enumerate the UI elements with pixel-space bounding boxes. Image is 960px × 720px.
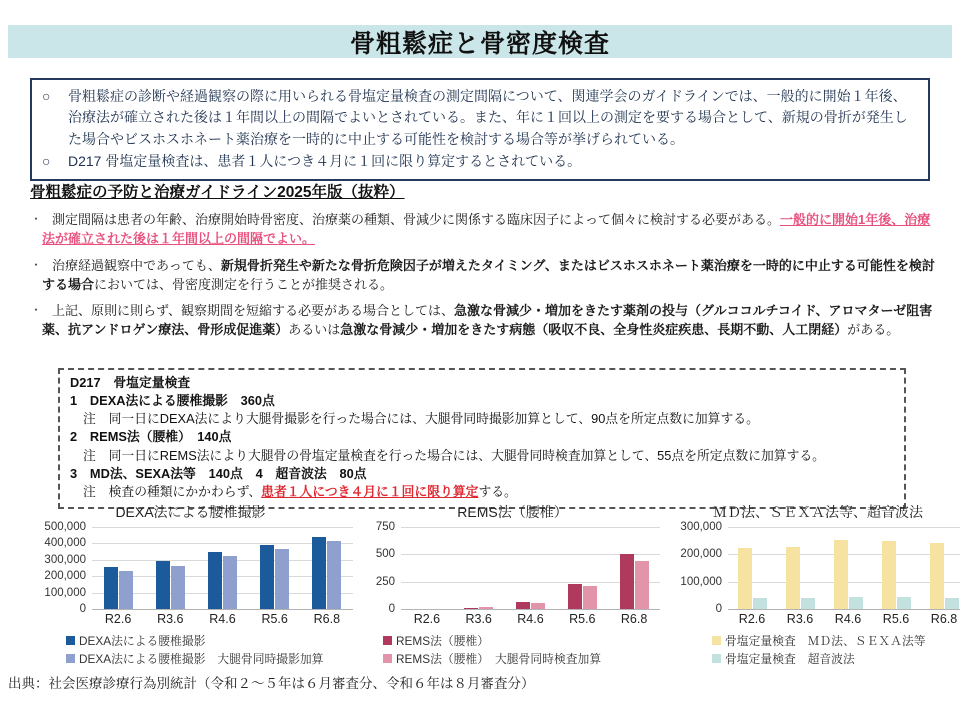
source-citation: 出典：社会医療診療行為別統計（令和２～５年は６月審査分、令和６年は８月審査分） <box>8 676 535 691</box>
legend-swatch-icon <box>66 636 75 645</box>
gridline <box>728 609 960 610</box>
legend-item <box>66 650 353 667</box>
legend-item <box>66 632 353 649</box>
bar <box>801 598 815 609</box>
y-tick-label: 400,000 <box>44 537 86 550</box>
y-tick-label: 200,000 <box>680 548 722 561</box>
y-tick-label: 300,000 <box>680 521 722 533</box>
bar-group <box>881 527 911 609</box>
bar <box>568 584 582 609</box>
x-tick-label: R2.6 <box>738 612 766 626</box>
chart-legend <box>365 632 660 667</box>
summary-item <box>42 151 918 172</box>
x-tick-label: R4.6 <box>209 612 236 626</box>
x-tick-label: R5.6 <box>569 612 596 626</box>
bar-group <box>567 527 597 609</box>
bar <box>516 602 530 609</box>
bar <box>882 541 896 609</box>
bar-group <box>464 527 494 609</box>
text-segment: 新規骨折発生や新たな骨折危険因子が増えたタイミング、またはビスホスホネート薬治療を一時的に中止する可能性を検討する場合 <box>42 257 935 292</box>
legend-item <box>712 650 960 667</box>
bar <box>223 556 237 609</box>
legend-item <box>712 632 960 649</box>
chart-md-sexa-ultrasound <box>668 502 960 668</box>
summary-text: D217 骨塩定量検査は、患者１人につき４月に１回に限り算定するとされている。 <box>68 152 582 169</box>
legend-swatch-icon <box>66 654 75 663</box>
y-tick-label: 100,000 <box>44 586 86 599</box>
legend-label: 骨塩定量検査 ＭＤ法、ＳＥＸＡ法等 <box>725 634 926 648</box>
text-segment: 一般的に開始1年後、治療法が確立された後は１年間以上の間隔でよい。 <box>42 212 931 246</box>
bar <box>464 608 478 609</box>
y-tick-label: 300,000 <box>44 553 86 566</box>
legend-swatch-icon <box>712 654 721 663</box>
y-tick-label: 0 <box>715 603 722 615</box>
bar <box>275 549 289 609</box>
text-segment: がある。 <box>847 322 900 338</box>
x-tick-label: R4.6 <box>834 612 862 626</box>
bar-groups <box>92 527 353 609</box>
fee-line <box>70 410 894 428</box>
guideline-bullet-list <box>30 211 936 340</box>
x-tick-label: R5.6 <box>261 612 288 626</box>
bar-group <box>260 527 290 609</box>
x-tick-label: R6.8 <box>930 612 958 626</box>
text-segment: 1 DEXA法による腰椎撮影 360点 <box>70 393 275 409</box>
bar-group <box>929 527 959 609</box>
y-axis <box>28 521 92 615</box>
x-tick-label: R6.8 <box>620 612 648 626</box>
bar-group <box>103 527 133 609</box>
text-segment: 注 同一日にDEXA法により大腿骨撮影を行った場合には、大腿骨同時撮影加算として、90点を所定点数に加算する。 <box>83 411 759 427</box>
bullet-marker: ・ <box>30 257 43 272</box>
guideline-bullet <box>30 302 936 340</box>
bar-group <box>412 527 442 609</box>
bar <box>531 603 545 609</box>
gridline <box>92 609 353 610</box>
y-axis <box>668 521 728 615</box>
bar <box>620 554 634 609</box>
text-segment: 治療経過観察中であっても、 <box>52 257 221 273</box>
text-segment: 急激な骨減少・増加をきたす薬剤の投与（グルココルチコイド、アロマターゼ阻害薬、抗アンドロゲン療法、骨形成促進薬） <box>42 303 933 338</box>
chart-title: ＭＤ法、ＳＥＸＡ法等、超音波法 <box>713 504 923 520</box>
guideline-heading: 骨粗鬆症の予防と治療ガイドライン2025年版（抜粋） <box>30 184 405 201</box>
x-tick-label: R5.6 <box>882 612 910 626</box>
bar-group <box>312 527 342 609</box>
y-tick-label: 100,000 <box>680 575 722 588</box>
x-axis <box>728 612 960 626</box>
bullet-marker: ・ <box>30 212 43 226</box>
y-axis <box>365 521 401 615</box>
bullet-text <box>42 257 936 295</box>
text-segment: 3 MD法、SEXA法等 140点 4 超音波法 80点 <box>70 465 367 481</box>
text-segment: あるいは <box>288 322 341 338</box>
fee-line <box>70 428 894 446</box>
summary-item <box>42 86 918 150</box>
legend-label: REMS法（腰椎） 大腿骨同時検査加算 <box>396 652 602 666</box>
x-tick-label: R2.6 <box>413 612 441 626</box>
bar-groups <box>401 527 660 609</box>
legend-swatch-icon <box>383 654 392 663</box>
x-tick-label: R3.6 <box>157 612 184 626</box>
bar <box>312 537 326 609</box>
guideline-bullet <box>30 257 936 295</box>
chart-title: REMS法（腰椎） <box>457 504 568 520</box>
legend-item <box>383 650 660 667</box>
chart-legend <box>668 632 960 667</box>
page-title: 骨粗鬆症と骨密度検査 <box>349 29 610 58</box>
text-segment: 測定間隔は患者の年齢、治療開始時骨密度、治療薬の種類、骨減少に関係する臨床因子によって個々に検討する必要がある。 <box>52 212 781 227</box>
legend-label: 骨塩定量検査 超音波法 <box>725 652 855 666</box>
plot-area <box>401 527 660 609</box>
fee-line <box>70 447 894 465</box>
legend-swatch-icon <box>383 636 392 645</box>
bar <box>156 561 170 609</box>
bullet-marker: ・ <box>30 303 43 318</box>
bar-group <box>515 527 545 609</box>
bar-group <box>619 527 649 609</box>
text-segment: 注 検査の種類にかかわらず、 <box>83 483 262 499</box>
bar-group <box>785 527 815 609</box>
bar <box>583 586 597 610</box>
fee-line <box>70 392 894 410</box>
bar <box>786 547 800 609</box>
fee-line <box>70 465 894 483</box>
chart-rems <box>365 502 660 668</box>
x-axis <box>401 612 660 626</box>
bar-group <box>155 527 185 609</box>
bar <box>104 567 118 609</box>
bar <box>635 561 649 609</box>
fee-schedule-box <box>58 368 906 509</box>
bar <box>327 541 341 609</box>
x-tick-label: R6.8 <box>313 612 341 626</box>
guideline-section <box>30 180 936 348</box>
x-axis <box>92 612 353 626</box>
bar <box>945 598 959 609</box>
gridline <box>401 609 660 610</box>
bar <box>260 545 274 609</box>
bar <box>208 552 222 609</box>
y-tick-label: 250 <box>375 575 395 588</box>
bar <box>897 597 911 609</box>
circle-marker: ○ <box>42 152 51 169</box>
plot-area <box>92 527 353 609</box>
legend-label: DEXA法による腰椎撮影 大腿骨同時撮影加算 <box>79 652 324 666</box>
chart-legend <box>28 632 353 667</box>
x-tick-label: R4.6 <box>517 612 544 626</box>
bar <box>930 543 944 609</box>
bullet-text <box>42 211 936 249</box>
bar <box>119 571 133 609</box>
text-segment: 患者１人につき４月に１回に限り算定 <box>261 483 479 499</box>
bar <box>479 607 493 609</box>
plot-area <box>728 527 960 609</box>
summary-box <box>30 78 930 181</box>
legend-swatch-icon <box>712 636 721 645</box>
y-tick-label: 0 <box>388 603 395 615</box>
bar-group <box>737 527 767 609</box>
text-segment: 注 同一日にREMS法により大腿骨の骨塩定量検査を行った場合には、大腿骨同時検査加算として、55点を所定点数に加算する。 <box>83 447 825 463</box>
fee-line <box>70 374 894 392</box>
y-tick-label: 500,000 <box>44 521 86 533</box>
y-tick-label: 0 <box>79 603 86 615</box>
bar-group <box>207 527 237 609</box>
charts-row <box>28 502 956 668</box>
guideline-bullet <box>30 211 936 249</box>
page-title-band <box>8 25 952 58</box>
summary-text: 骨粗鬆症の診断や経過観察の際に用いられる骨塩定量検査の測定間隔について、関連学会のガイドラインでは、一般的に開始１年後、治療法が確立された後は１年間以上の間隔でよいとされている。また、年に１回以上の測定を要する場合として、新規の骨折が発生した場合やビスホスホネート薬治療を一時的に中止する可能性を検討する場合等が挙げられている。 <box>68 88 908 147</box>
bar <box>753 598 767 609</box>
bar <box>738 548 752 610</box>
x-tick-label: R3.6 <box>465 612 492 626</box>
legend-label: REMS法（腰椎） <box>396 634 490 648</box>
bar-groups <box>728 527 960 609</box>
x-tick-label: R3.6 <box>786 612 814 626</box>
bar <box>834 540 848 609</box>
text-segment: 上記、原則に則らず、観察期間を短縮する必要がある場合としては、 <box>52 303 454 319</box>
circle-marker: ○ <box>42 88 51 104</box>
text-segment: する。 <box>478 483 517 499</box>
legend-label: DEXA法による腰椎撮影 <box>79 634 206 648</box>
y-tick-label: 200,000 <box>44 570 86 583</box>
fee-line <box>70 483 894 501</box>
chart-title: DEXA法による腰椎撮影 <box>115 504 266 520</box>
text-segment: 急激な骨減少・増加をきたす病態（吸収不良、全身性炎症疾患、長期不動、人工閉経） <box>340 322 848 338</box>
bar <box>171 566 185 609</box>
text-segment: 2 REMS法（腰椎） 140点 <box>70 429 232 445</box>
y-tick-label: 750 <box>375 521 395 533</box>
chart-dexa <box>28 502 353 668</box>
text-segment: においては、骨密度測定を行うことが推奨される。 <box>94 276 394 292</box>
bar <box>849 597 863 609</box>
text-segment: D217 骨塩定量検査 <box>70 375 191 390</box>
bullet-text <box>42 302 936 340</box>
bar-group <box>833 527 863 609</box>
legend-item <box>383 632 660 649</box>
x-tick-label: R2.6 <box>104 612 132 626</box>
y-tick-label: 500 <box>375 548 395 561</box>
